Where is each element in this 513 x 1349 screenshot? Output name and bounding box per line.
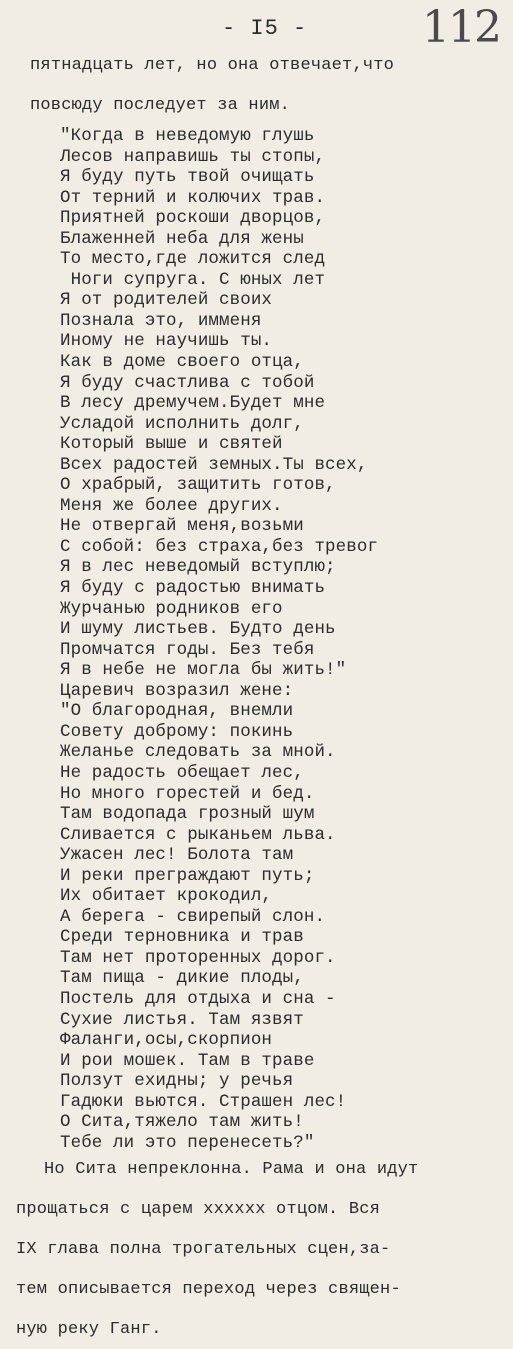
poem-line: Сухие листья. Там язвят — [60, 1009, 304, 1030]
poem-line: Там пища - дикие плоды, — [60, 968, 304, 989]
poem-line: Ужасен лес! Болота там — [60, 845, 294, 866]
poem-line: А берега - свирепый слон. — [60, 906, 326, 927]
closing-line: ную реку Ганг. — [16, 1320, 162, 1339]
closing-line: Но Сита непреклонна. Рама и она идут — [44, 1160, 419, 1179]
closing-line: IX глава полна трогательных сцен,за- — [16, 1240, 391, 1259]
intro-line: повсюду последует за ним. — [30, 96, 291, 115]
poem-line: Приятней роскоши дворцов, — [60, 208, 326, 229]
poem-line: Меня же более других. — [60, 495, 283, 516]
poem-line: Иному не научишь ты. — [60, 331, 273, 352]
poem-line: "О благородная, внемли — [60, 701, 294, 722]
poem-line: Гадюки вьются. Страшен лес! — [60, 1091, 347, 1112]
poem-line: Промчатся годы. Без тебя — [60, 639, 315, 660]
poem-line: Там водопада грозный шум — [60, 804, 315, 825]
poem-line: Журчанью родников его — [60, 598, 283, 619]
poem-line: Желанье следовать за мной. — [60, 742, 336, 763]
poem-line: В лесу дремучем.Будет мне — [60, 393, 326, 414]
poem-line: Который выше и святей — [60, 434, 283, 455]
poem-line: Среди терновника и трав — [60, 927, 304, 948]
poem-line: И рои мошек. Там в траве — [60, 1050, 315, 1071]
poem-line: От терний и колючих трав. — [60, 187, 326, 208]
poem-line: Я буду с радостью внимать — [60, 578, 326, 599]
poem-line: Усладой исполнить долг, — [60, 413, 304, 434]
poem-line: То место,где ложится след — [60, 249, 326, 270]
poem-line: Всех радостей земных.Ты всех, — [60, 454, 368, 475]
poem-line: Тебе ли это перенесеть?" — [60, 1132, 315, 1153]
poem-line: Но много горестей и бед. — [60, 783, 315, 804]
poem-line: Я буду путь твой очищать — [60, 167, 315, 188]
poem-line: Я буду счастлива с тобой — [60, 372, 315, 393]
poem-line: Не отвергай меня,возьми — [60, 516, 304, 537]
poem-line: Постель для отдыха и сна - — [60, 988, 336, 1009]
poem-line: Как в доме своего отца, — [60, 352, 304, 373]
poem-line: Совету доброму: покинь — [60, 721, 294, 742]
poem-line: О Сита,тяжело там жить! — [60, 1112, 304, 1133]
poem-line: Фаланги,осы,скорпион — [60, 1030, 273, 1051]
poem-line: О храбрый, защитить готов, — [60, 475, 336, 496]
poem-line: Царевич возразил жене: — [60, 680, 294, 701]
poem-line: Сливается с рыканьем льва. — [60, 824, 336, 845]
closing-line: прощаться с царем xxxxxx отцом. Вся — [16, 1200, 381, 1219]
poem-line: С собой: без страха,без тревог — [60, 536, 379, 557]
page-number: - I5 - — [222, 16, 308, 41]
poem-block — [60, 126, 490, 1153]
poem-line: Их обитает крокодил, — [60, 886, 273, 907]
poem-line: Не радость обещает лес, — [60, 762, 304, 783]
closing-line: тем описывается переход через священ- — [16, 1280, 401, 1299]
poem-line: Ползут ехидны; у речья — [60, 1071, 294, 1092]
poem-line: Познала это, имменя — [60, 310, 262, 331]
poem-line: И шуму листьев. Будто день — [60, 619, 336, 640]
poem-line: "Когда в неведомую глушь — [60, 126, 315, 146]
poem-line: Я в небе не могла бы жить!" — [60, 660, 347, 681]
poem-line: Я от родителей своих — [60, 290, 273, 311]
poem-line: Там нет проторенных дорог. — [60, 947, 336, 968]
poem-line: Я в лес неведомый вступлю; — [60, 557, 336, 578]
poem-line: Блаженней неба для жены — [60, 228, 304, 249]
handwritten-archive-number: 112 — [422, 2, 500, 53]
poem-line: Ноги супруга. С юных лет — [60, 269, 326, 290]
intro-line: пятнадцать лет, но она отвечает,что — [30, 56, 395, 75]
poem-line: Лесов направишь ты стопы, — [60, 146, 326, 167]
poem-line: И реки преграждают путь; — [60, 865, 315, 886]
